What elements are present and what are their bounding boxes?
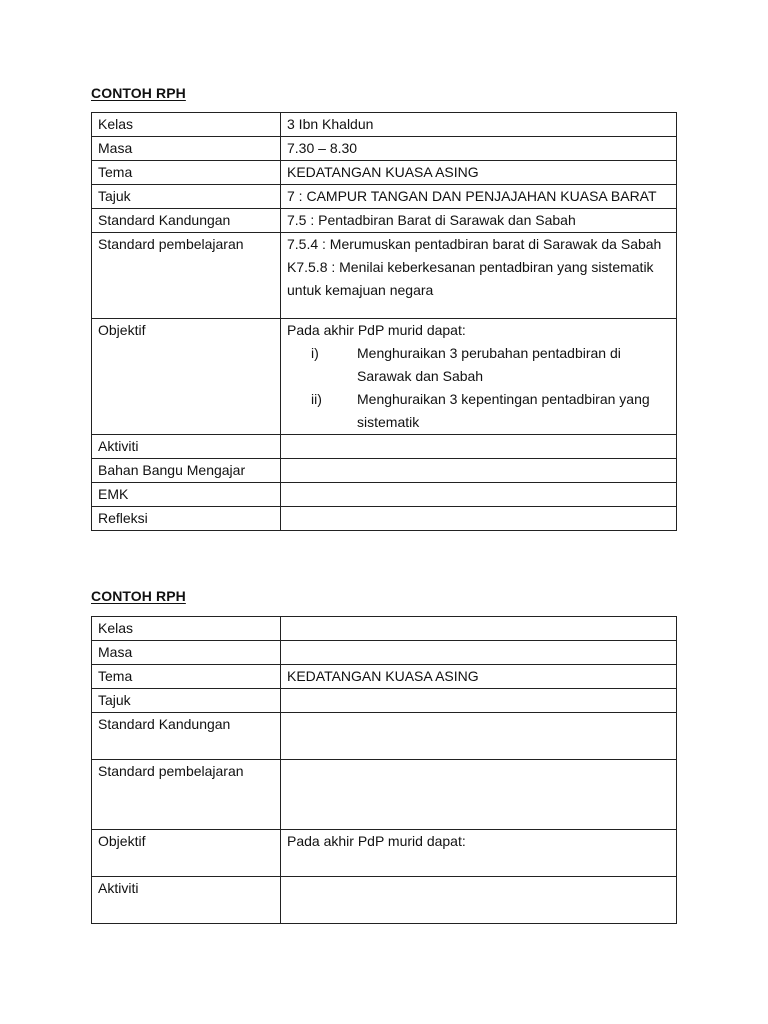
objektif-item-line-2: Sarawak dan Sabah — [357, 368, 484, 384]
row-kelas — [92, 617, 677, 641]
value-refleksi — [281, 507, 677, 531]
value-standard-pembelajaran — [281, 760, 677, 830]
objektif-intro: Pada akhir PdP murid dapat: — [287, 322, 466, 338]
label-aktiviti: Aktiviti — [92, 435, 281, 459]
label-tajuk: Tajuk — [92, 689, 281, 713]
objektif-item-number: ii) — [311, 391, 322, 407]
rph-table-2 — [91, 616, 677, 924]
row-masa — [92, 137, 677, 161]
row-bahan-bantu-mengajar — [92, 459, 677, 483]
objektif-item-number: i) — [311, 345, 319, 361]
label-bahan-bantu-mengajar: Bahan Bangu Mengajar — [92, 459, 281, 483]
label-standard-kandungan: Standard Kandungan — [92, 209, 281, 233]
label-standard-kandungan: Standard Kandungan — [92, 713, 281, 760]
row-aktiviti — [92, 877, 677, 924]
row-tema — [92, 161, 677, 185]
value-bahan-bantu-mengajar — [281, 459, 677, 483]
row-tajuk — [92, 689, 677, 713]
value-aktiviti — [281, 877, 677, 924]
row-standard-pembelajaran — [92, 233, 677, 319]
sp-line-3: untuk kemajuan negara — [287, 282, 434, 298]
rph-table-1 — [91, 112, 677, 531]
value-tajuk — [281, 689, 677, 713]
label-kelas: Kelas — [92, 617, 281, 641]
value-objektif: Pada akhir PdP murid dapat: — [281, 830, 677, 877]
row-emk — [92, 483, 677, 507]
value-standard-kandungan — [281, 713, 677, 760]
label-objektif: Objektif — [92, 319, 281, 435]
sp-line-2: K7.5.8 : Menilai keberkesanan pentadbiran yang sistematik — [287, 259, 654, 275]
label-masa: Masa — [92, 641, 281, 665]
value-kelas — [281, 617, 677, 641]
value-tema: KEDATANGAN KUASA ASING — [281, 161, 677, 185]
sp-line-1: 7.5.4 : Merumuskan pentadbiran barat di Sarawak da Sabah — [287, 236, 662, 252]
label-standard-pembelajaran: Standard pembelajaran — [92, 233, 281, 319]
objektif-item-text — [357, 342, 670, 388]
value-standard-pembelajaran — [281, 233, 677, 319]
value-masa — [281, 641, 677, 665]
row-masa — [92, 641, 677, 665]
value-aktiviti — [281, 435, 677, 459]
value-kelas: 3 Ibn Khaldun — [281, 113, 677, 137]
value-standard-kandungan: 7.5 : Pentadbiran Barat di Sarawak dan Sabah — [281, 209, 677, 233]
label-tema: Tema — [92, 161, 281, 185]
objektif-item-line-1: Menghuraikan 3 kepentingan pentadbiran yang — [357, 391, 650, 407]
objektif-item — [287, 342, 670, 388]
label-kelas: Kelas — [92, 113, 281, 137]
objektif-list — [287, 342, 670, 434]
row-objektif — [92, 830, 677, 877]
label-standard-pembelajaran: Standard pembelajaran — [92, 760, 281, 830]
row-standard-kandungan — [92, 713, 677, 760]
row-kelas — [92, 113, 677, 137]
row-standard-pembelajaran — [92, 760, 677, 830]
label-tema: Tema — [92, 665, 281, 689]
row-objektif — [92, 319, 677, 435]
section-1-heading: CONTOH RPH — [91, 85, 186, 101]
label-emk: EMK — [92, 483, 281, 507]
value-tema: KEDATANGAN KUASA ASING — [281, 665, 677, 689]
label-masa: Masa — [92, 137, 281, 161]
value-emk — [281, 483, 677, 507]
objektif-item — [287, 388, 670, 434]
label-aktiviti: Aktiviti — [92, 877, 281, 924]
row-standard-kandungan — [92, 209, 677, 233]
row-refleksi — [92, 507, 677, 531]
objektif-item-line-1: Menghuraikan 3 perubahan pentadbiran di — [357, 345, 621, 361]
label-refleksi: Refleksi — [92, 507, 281, 531]
row-tema — [92, 665, 677, 689]
row-aktiviti — [92, 435, 677, 459]
value-masa: 7.30 – 8.30 — [281, 137, 677, 161]
section-2-heading: CONTOH RPH — [91, 588, 186, 604]
objektif-item-line-2: sistematik — [357, 414, 420, 430]
row-tajuk — [92, 185, 677, 209]
value-objektif — [281, 319, 677, 435]
value-tajuk: 7 : CAMPUR TANGAN DAN PENJAJAHAN KUASA BARAT — [281, 185, 677, 209]
label-objektif: Objektif — [92, 830, 281, 877]
objektif-item-text — [357, 388, 670, 434]
label-tajuk: Tajuk — [92, 185, 281, 209]
